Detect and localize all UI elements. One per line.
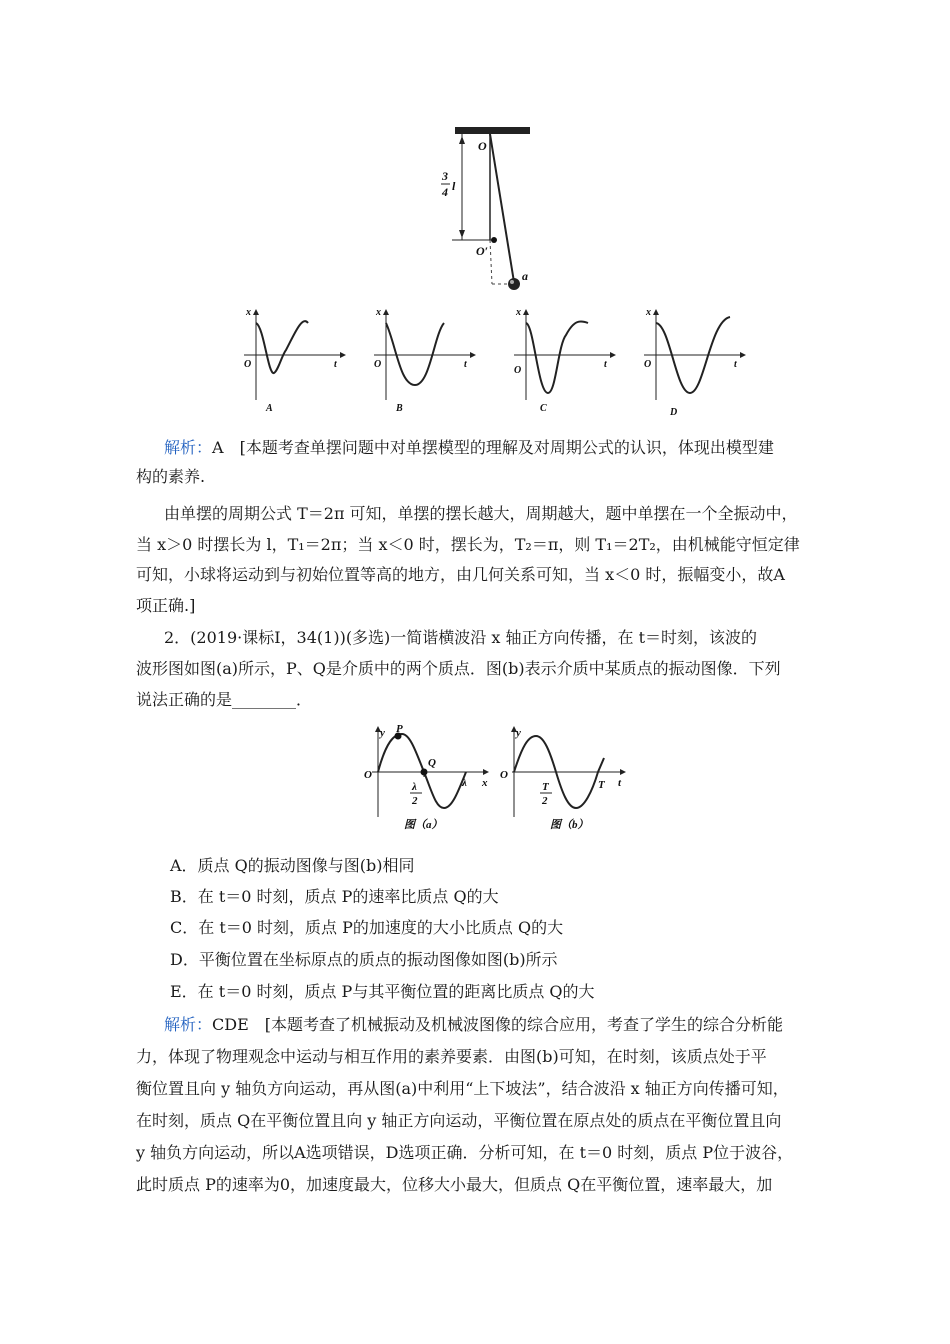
svg-text:T: T xyxy=(542,781,549,793)
svg-text:O: O xyxy=(364,769,372,781)
svg-text:O: O xyxy=(244,359,252,370)
question2-line-2: 波形图如图(a)所示，P、Q是介质中的两个质点．图(b)表示介质中某质点的振动图像．下列 xyxy=(136,659,781,678)
analysis1-line-1: 解析：A [本题考查单摆问题中对单摆模型的理解及对周期公式的认识，体现出模型建 xyxy=(164,438,774,457)
figures-q2 xyxy=(360,722,630,837)
length-denominator: 4 xyxy=(442,185,448,199)
analysis-tag: 解析： xyxy=(164,438,213,457)
label-P: P xyxy=(396,723,403,735)
graph-D xyxy=(644,307,745,418)
label-lambda: λ xyxy=(462,777,467,789)
analysis1-line-2: 构的素养. xyxy=(136,467,206,486)
figure-b xyxy=(500,727,625,831)
label-O-prime: O′ xyxy=(476,244,489,258)
svg-text:x: x xyxy=(482,777,488,789)
analysis1-line-5: 可知，小球将运动到与初始位置等高的地方，由几何关系可知，当 x＜0 时，振幅变小，故A xyxy=(136,565,785,584)
svg-text:y: y xyxy=(516,727,521,739)
pendulum-figure xyxy=(440,122,550,292)
svg-text:O: O xyxy=(644,359,652,370)
question2-line-3: 说法正确的是________． xyxy=(136,690,313,709)
pendulum-bob xyxy=(508,278,520,290)
caption-C: C xyxy=(540,403,547,414)
analysis-tag-2: 解析： xyxy=(164,1015,213,1034)
svg-text:t: t xyxy=(618,777,622,789)
caption-B: B xyxy=(396,403,403,414)
option-E: E．在 t＝0 时刻，质点 P与其平衡位置的距离比质点 Q的大 xyxy=(170,982,595,1001)
graph-C xyxy=(514,307,615,414)
svg-text:x: x xyxy=(646,307,651,318)
caption-a: 图（a） xyxy=(404,819,443,831)
analysis2-line-5: y 轴负方向运动，所以A选项错误，D选项正确．分析可知，在 t＝0 时刻，质点 P位于波谷， xyxy=(136,1143,794,1162)
pendulum-string xyxy=(490,134,514,282)
figure-a xyxy=(364,723,488,831)
svg-text:2: 2 xyxy=(412,795,418,807)
graph-B xyxy=(374,307,475,414)
caption-D: D xyxy=(670,407,678,418)
svg-text:t: t xyxy=(464,359,467,370)
svg-text:x: x xyxy=(246,307,251,318)
option-A: A．质点 Q的振动图像与图(b)相同 xyxy=(170,856,415,875)
question2-line-1: 2．(2019·课标Ⅰ，34(1))(多选)一简谐横波沿 x 轴正方向传播，在 t＝时刻，该波的 xyxy=(164,628,758,647)
analysis1-line-4: 当 x＞0 时摆长为 l，T₁＝2π；当 x＜0 时，摆长为，T₂＝π，则 T₁＝2T₂，由机械能守恒定律 xyxy=(136,535,800,554)
svg-text:y: y xyxy=(380,727,385,739)
svg-text:t: t xyxy=(604,359,607,370)
svg-text:λ: λ xyxy=(412,781,417,793)
svg-text:t: t xyxy=(734,359,737,370)
analysis1-line-3: 由单摆的周期公式 T＝2π 可知，单摆的摆长越大，周期越大，题中单摆在一个全振动中， xyxy=(164,504,798,523)
svg-text:O: O xyxy=(500,769,508,781)
analysis2-line-2: 力，体现了物理观念中运动与相互作用的素养要素．由图(b)可知，在时刻，该质点处于平 xyxy=(136,1047,767,1066)
length-var: l xyxy=(452,179,456,193)
label-T: T xyxy=(598,779,605,791)
graphs-q1 xyxy=(230,305,760,420)
length-numerator: 3 xyxy=(442,169,448,183)
svg-text:O: O xyxy=(514,365,522,376)
svg-text:t: t xyxy=(334,359,337,370)
caption-A: A xyxy=(266,403,273,414)
label-a: a xyxy=(522,269,528,283)
svg-text:2: 2 xyxy=(542,795,548,807)
option-C: C．在 t＝0 时刻，质点 P的加速度的大小比质点 Q的大 xyxy=(170,918,564,937)
point-Q xyxy=(421,769,428,776)
analysis2-line-4: 在时刻，质点 Q在平衡位置且向 y 轴正方向运动，平衡位置在原点处的质点在平衡位置且向 xyxy=(136,1111,782,1130)
option-D: D．平衡位置在坐标原点的质点的振动图像如图(b)所示 xyxy=(170,950,558,969)
option-B: B．在 t＝0 时刻，质点 P的速率比质点 Q的大 xyxy=(170,887,499,906)
label-O: O xyxy=(478,139,487,153)
caption-b: 图（b） xyxy=(550,819,589,831)
nail-point xyxy=(491,237,497,243)
analysis2-line-1: 解析：CDE [本题考查了机械振动及机械波图像的综合应用，考查了学生的综合分析能 xyxy=(164,1015,784,1034)
graph-A xyxy=(244,307,345,414)
svg-text:x: x xyxy=(516,307,521,318)
analysis1-line-6: 项正确.] xyxy=(136,596,196,615)
label-Q: Q xyxy=(428,757,436,769)
analysis2-line-6: 此时质点 P的速率为0，加速度最大，位移大小最大，但质点 Q在平衡位置，速率最大，加 xyxy=(136,1175,773,1194)
svg-text:O: O xyxy=(374,359,382,370)
svg-text:x: x xyxy=(376,307,381,318)
analysis2-line-3: 衡位置且向 y 轴负方向运动，再从图(a)中利用“上下坡法”，结合波沿 x 轴正方向传播可知， xyxy=(136,1079,789,1098)
